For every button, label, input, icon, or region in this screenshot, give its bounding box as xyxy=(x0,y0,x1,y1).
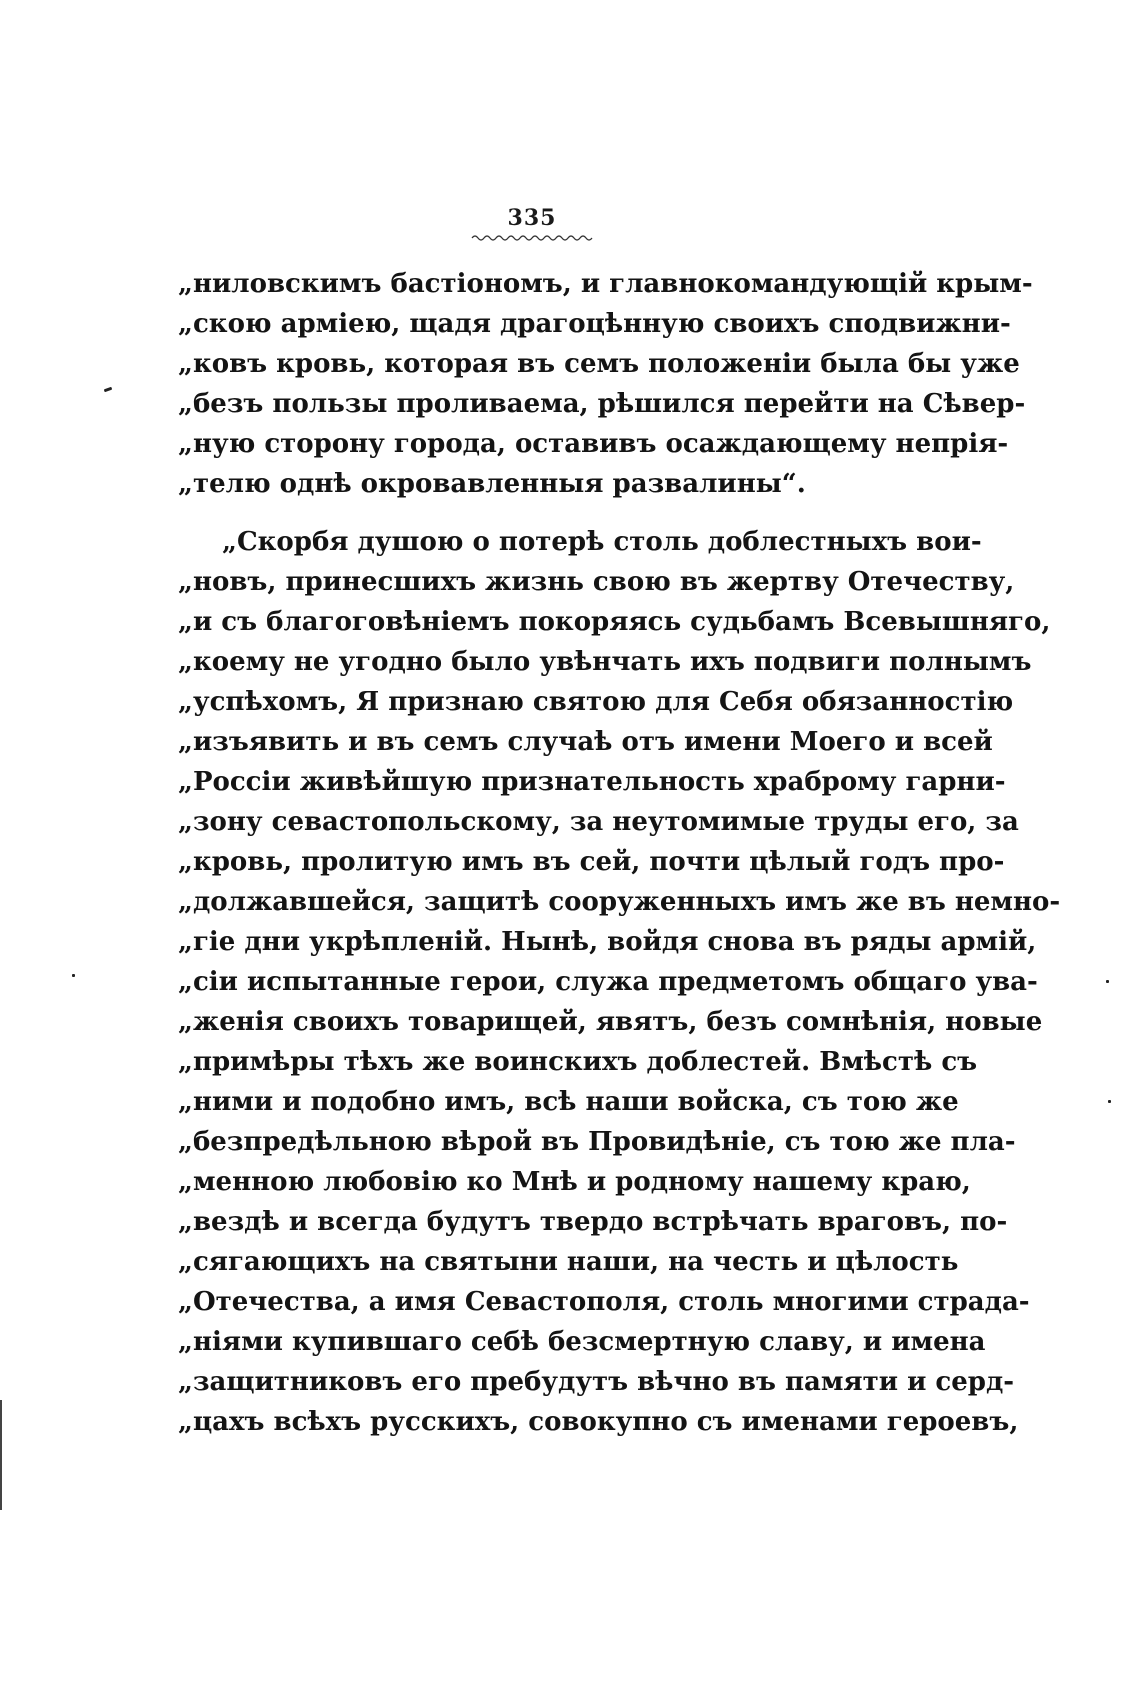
page-number: 335 xyxy=(507,205,557,231)
scan-speck xyxy=(72,974,75,977)
text-line: „примѣры тѣхъ же воинскихъ доблестей. Вмѣстѣ съ xyxy=(178,1047,978,1077)
text-line: „коему не угодно было увѣнчать ихъ подвиги полнымъ xyxy=(178,647,1032,677)
text-line: „скою арміею, щадя драгоцѣнную своихъ сподвижни- xyxy=(178,309,1011,339)
text-line: „новъ, принесшихъ жизнь свою въ жертву Отечеству, xyxy=(178,567,1015,597)
text-line: „ниловскимъ бастіономъ, и главнокомандующій крым- xyxy=(178,269,1033,299)
text-line: „ковъ кровь, которая въ семъ положеніи была бы уже xyxy=(178,349,1020,379)
text-line: „ними и подобно имъ, всѣ наши войска, съ тою же xyxy=(178,1087,959,1117)
text-line: „Россіи живѣйшую признательность храброму гарни- xyxy=(178,767,1006,797)
text-line: „ніями купившаго себѣ безсмертную славу, и имена xyxy=(178,1327,986,1357)
text-line: „Отечества, а имя Севастополя, столь многими страда- xyxy=(178,1287,1030,1317)
scan-speck xyxy=(1106,980,1109,983)
scan-speck xyxy=(1108,1100,1111,1103)
text-line: „кровь, пролитую имъ въ сей, почти цѣлый годъ про- xyxy=(178,847,1005,877)
text-line: „безъ пользы проливаема, рѣшился перейти на Сѣвер- xyxy=(178,389,1026,419)
paragraph-gap xyxy=(178,504,894,522)
text-line: „безпредѣльною вѣрой въ Провидѣніе, съ тою же пла- xyxy=(178,1127,1016,1157)
text-line: „цахъ всѣхъ русскихъ, совокупно съ именами героевъ, xyxy=(178,1407,1019,1437)
text-line: „зону севастопольскому, за неутомимые труды его, за xyxy=(178,807,1019,837)
text-line: „должавшейся, защитѣ сооруженныхъ имъ же въ немно- xyxy=(178,887,1061,917)
ornamental-rule xyxy=(472,234,592,242)
margin-mark xyxy=(0,1400,2,1510)
text-line: „успѣхомъ, Я признаю святою для Себя обязанностію xyxy=(178,687,1014,717)
text-line: „защитниковъ его пребудутъ вѣчно въ памяти и серд- xyxy=(178,1367,1015,1397)
text-line: „сягающихъ на святыни наши, на честь и цѣлость xyxy=(178,1247,959,1277)
text-line: „менною любовію ко Мнѣ и родному нашему краю, xyxy=(178,1167,971,1197)
text-line: „Скорбя душою о потерѣ столь доблестныхъ вои- xyxy=(222,527,982,557)
text-line: „телю однѣ окровавленныя развалины“. xyxy=(178,469,806,499)
text-line: „сіи испытанные герои, служа предметомъ общаго ува- xyxy=(178,967,1038,997)
text-line: „изъявить и въ семъ случаѣ отъ имени Моего и всей xyxy=(178,727,993,757)
text-line: „и съ благоговѣніемъ покоряясь судьбамъ Всевышняго, xyxy=(178,607,1051,637)
text-line: „ную сторону города, оставивъ осаждающему непрія- xyxy=(178,429,1009,459)
text-line: „женія своихъ товарищей, явятъ, безъ сомнѣнія, новые xyxy=(178,1007,1043,1037)
text-line: „гіе дни укрѣпленій. Нынѣ, войдя снова въ ряды армій, xyxy=(178,927,1037,957)
body-text xyxy=(178,264,1061,1442)
text-line: „вездѣ и всегда будутъ твердо встрѣчать враговъ, по- xyxy=(178,1207,1008,1237)
scan-speck xyxy=(104,387,113,393)
